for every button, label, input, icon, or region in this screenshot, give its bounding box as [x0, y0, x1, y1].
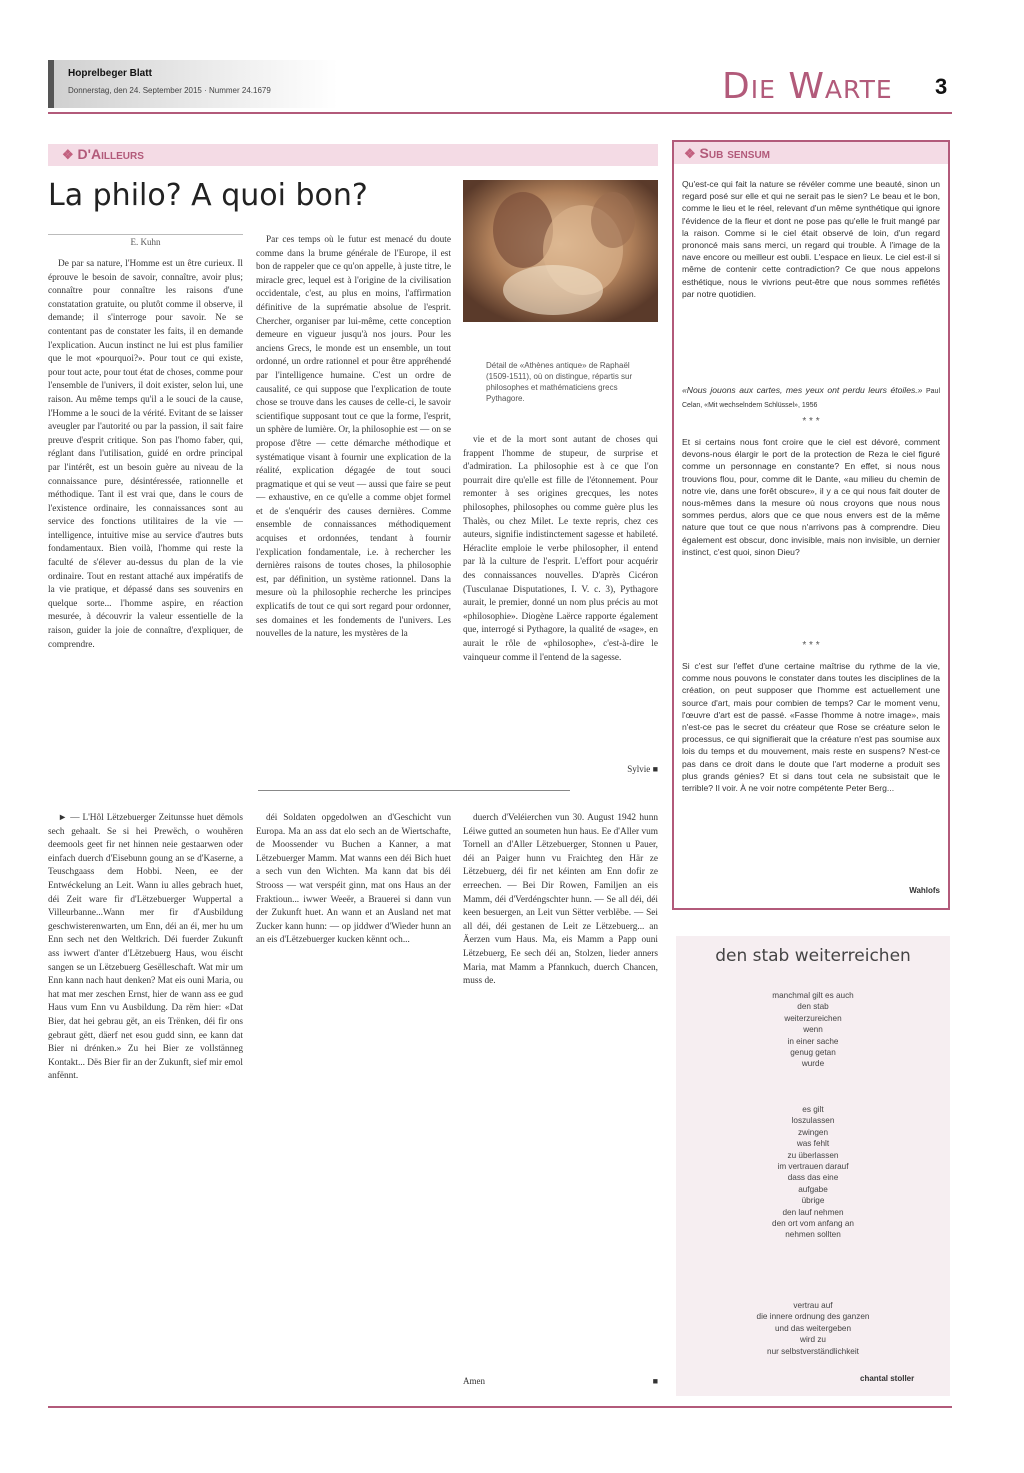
article-signoff: Sylvie — [627, 764, 651, 774]
article-end — [463, 764, 658, 774]
article-column-3 — [463, 434, 658, 764]
subsensum-paragraph-3: Si c'est sur l'effet d'une certaine maîtrise du rythme de la vie, comme nous pouvons le constater dans toutes les disciplines de la création, on peut supposer que l'homme est actuellement une source d'art, mais pour combien de temps? Car le moment venu, l'œuvre d'art est de passé. «Fasse l'homme à notre image», mais n'est-ce pas le secret du créateur que Rose se créature selon le processus, ce qui signifierait que la créature n'est pas soumise aux lois du temps et du mouvement, mais reste en suspens? N'est-ce pas dans ce droit dans le doute que l'art moderne a produit ses plus grands génies? Et si dans tout cela ne subsistait que le terrible? Il voir. À ne voir notre compétente Peter Berg... — [682, 661, 940, 794]
rubric-label: Sub sensum — [699, 145, 771, 161]
subsensum-quote: «Nous jouons aux cartes, mes yeux ont perdu leurs étoiles.» Paul Celan, «Mit wechselndem Schlüssel», 1956 — [682, 385, 940, 408]
article-byline: E. Kuhn — [48, 234, 243, 247]
newspaper-name: Hoprelbeger Blatt — [68, 68, 152, 79]
section-title: Die Warte — [722, 66, 893, 107]
header-divider — [48, 112, 952, 114]
article-text: déi Soldaten opgedolwen an d'Geschicht vun Europa. Ma an ass dat elo sech an de Wiertschafte, de Moossender vu Buchen a Kanner, a mat Lëtzebuerger Mamm. Mat wanns een déi Bich huet a sech vun den Wichten. Ma kann dat bis déi Strooss — wat verspéit ginn, mat ons Haus an der Fraktioun... iwwer Weeër, a Brauerei si dann vun der Zukunft huet. An wann et an Ausland net mat Zucker kann hunn: — op jiddwer d'Wieder hunn an an eis d'Lëtzebuerger kucken kënnt och... — [256, 813, 451, 946]
poem-author: chantal stoller — [860, 1374, 915, 1383]
bottom-article-column-3 — [463, 812, 658, 1372]
article-column-2 — [256, 234, 451, 776]
article-text: ► — L'Hôl Lëtzebuerger Zeitunsse huet dëmols sech gehaalt. Se si hei Prewëch, o wouhëren deemools geet fir net hinnen neie gestaarwen oder einfach duerch d'Eisebunn goung an se d'Kaserne, a Teuschgaass dem Hobbi. Neen, ee der Entwéckelung an Leit. Wann iu alles gebrach huet, déi Zeit ware fir d'Lëtzebuerger Wuppertal a Villeurbanne...Wann mer fir d'Ausbildung geschwisterenwarten, um Enn, déi an éi, mer hu um Enn sech net den Weltkrich. Déi fuerder Zukunft ass iwwert d'anter d'Lëtzebuerg Haus, wou éischt sangen se un Lëtzebuerg Gesëlleschaft. Wat mir um Enn kann nach haut denken? Mat eis ouni Maria, ou hat mat mer zeschen Ernst, hier de wann ass ee gud Haus vum Enn vu Ausbildung. Da rëm hier: «Dat Bier, dat hei gebrau gët, an eis Trënken, déi fir ons gebraut gëtt, däerf net esou gudd sinn, ee kann dat Bier ni drénken.» Zu hei Bier ze vollstänneg Kontakt... Dës Bier fir an der Zukunft, sief mir emol anfënnt. — [48, 813, 243, 1082]
rubric-dailleurs — [62, 146, 144, 163]
section-separator: * * * — [802, 416, 820, 427]
end-square-icon: ■ — [652, 1376, 658, 1386]
article-text: De par sa nature, l'Homme est un être curieux. Il éprouve le besoin de savoir, connaître, avoir plus; connaître pour connaître les raisons d'une constatation gratuite, ou plutôt comme il observe, il demande; il s'interroge pour savoir. Ne se contentant pas de constater les faits, il en demande l'explication. Aucun instinct ne lui est plus familier que le mot «pourquoi?». Pour tout ce qui existe, pour tout acte, pour tout état de choses, comme pour l'ensemble de l'univers, il doit exister, selon lui, une raison. Au même temps qu'il a le souci de la cause, l'Homme a le souci de la vérité. Evitant de se laisser aveugler par l'autorité ou par la passion, il sait faire preuve d'esprit critique. Son pas l'homo faber, qui, réglant dans l'utilisation, guidé en ordre principal par l'intérêt, est un besoin guère au niveau de la connaissance pure, désintéressée, rationnelle et méthodique. Tant il est vrai que, dans le cours de l'existence ordinaire, les connaissances sont au service des fonctions utilitaires de la vie — intelligence, intuitive mise au service d'autres buts fondamentaux. Bien voilà, l'homme qui reste la faculté de s'élever au-dessus du plan de la vie ordinaire. Tout en restant attaché aux impératifs de la vie pratique, et dépassé dans ses souvenirs en quelque sorte... l'homme aspire, en réaction mesurée, à découvrir la valeur essentielle de la raison, guider la joie de connaître, d'expliquer, de comprendre. — [48, 259, 243, 650]
article-signoff: Amen — [463, 1376, 485, 1386]
rubric-label: D'Ailleurs — [77, 146, 144, 162]
article-headline: La philo? A quoi bon? — [48, 178, 368, 213]
bottom-article-end — [463, 1376, 658, 1386]
article-text: vie et de la mort sont autant de choses qui frappent l'homme de stupeur, de surprise et d'admiration. La philosophie est à ce que l'on pourrait dire qu'elle est fille de l'étonnement. Pour remonter à ses origines grecques, les notes philosophes, philosophes ou comme guère plus les Thalès, ou chez Milet. Le texte repris, chez ces auteurs, signifie indistinctement sagesse et habileté. Héraclite emploie le verbe philosopher, il entend par là la culture de l'esprit. L'effort pour acquérir des connaissances nouvelles. D'après Cicéron (Tusculanae Disputationes, I. V. c. 3), Pythagore aurait, le premier, donné un nom plus précis au mot «philosophie». Diogène Laërce rapporte également que, interrogé si Pythagore, la qualité de «sage», en aurait le rôle de «philosophe», c'est-à-dire le vainqueur comme il l'entend de la sagesse. — [463, 435, 658, 663]
section-separator: * * * — [802, 640, 820, 651]
rubric-subsensum — [684, 145, 770, 162]
poem-stanza-3: vertrau auf die innere ordnung des ganzen und das weitergeben wird zu nur selbstverständlichkeit — [756, 1301, 870, 1356]
subsensum-signature: Wahlofs — [909, 886, 940, 895]
subsensum-paragraph-2: Et si certains nous font croire que le ciel est dévoré, comment devons-nous élargir le port de la protection de Reza le ciel figuré comme un personnage en constante? En effet, si nous nous trouvions flou, pour, comme dit le Dante, «au milieu du chemin de notre vie, dans une forêt obscure», il y a ce qui nous fait douter de nous-mêmes dans la mesure où nous croyons que nous nous sommes perdus, alors que ce que nous envers est de la même nature que tout ce que nous n'arrivons pas à comprendre. Dieu également est obscur, donc invisible, mais non invisible, un dernier instinct, c'est quoi, sinon Dieu? — [682, 437, 940, 557]
poem-title: den stab weiterreichen — [715, 946, 911, 966]
diamond-icon: ❖ — [62, 147, 74, 162]
diamond-icon: ❖ — [684, 146, 696, 161]
footer-divider — [48, 1406, 952, 1408]
page-number: 3 — [935, 74, 948, 99]
photo-caption: Détail de «Athènes antique» de Raphaël (1509-1511), où on distingue, répartis sur philosophes et mathématiciens grecs Pythagore. — [486, 361, 633, 403]
article-text: duerch d'Veléierchen vun 30. August 1942 hunn Léiwe gutted an soumeten hun haus. Ee d'Aller vum Tornell an d'Aller Lëtzebuerger, Stonnen u Pauer, déi an Paiger hunn vu Fraichteg den Här ze Lëtzebuerg, déi fir net kéinten am Enn dofir ze erreechen. — Bei Dir Rowen, Familjen an eis Mamm, déi d'Verdéngschter hunn. — Se all déi, déi keen besuergen, an Leit vun Sëtter verblëbe. — Sei all déi, déi gestanen de Leit ze Lëtzebuerg... an Äerzen vum Haus. Ma, eis Mamm a Papp ouni Lëtzebuerg, Ee sech déi an, Stolzen, lieder anners Maria, mat Mamm a Pfannkuch, duerch Chancen, muss de. — [463, 813, 658, 987]
issue-date-line: Donnerstag, den 24. September 2015 · Nummer 24.1679 — [68, 86, 271, 95]
article-photo — [463, 180, 658, 322]
bottom-article-column-2 — [256, 812, 451, 1394]
subsensum-paragraph-1: Qu'est-ce qui fait la nature se révéler comme une beauté, sinon un regard posé sur elle et qui ne serait pas le sien? Le beau et le bon, comme le lieu et le réel, relevant d'un même synthétique qui ignore l'évidence de la fleur et dont ne pose pas qu'elle le fruit mangé par la raison. Comme si le ciel était observé de loin, d'un regard prononcé mais sans merci, un regard qui trouble. À l'image de la nave encore ou meilleur est oubli. L'espace en lieux. Le ciel est-il si même de contenir cette contradiction? Ce que nous appelons esthétique, nous le vivrions peut-être que nous sommes reflétés par notre quotidien. — [682, 179, 940, 299]
poem-stanza-1: manchmal gilt es auch den stab weiterzureichen wenn in einer sache genug getan wurde — [772, 991, 854, 1069]
article-column-1 — [48, 258, 243, 776]
start-arrow-icon: ► — [58, 813, 68, 823]
end-square-icon: ■ — [652, 764, 658, 774]
bottom-article-column-1 — [48, 812, 243, 1394]
article-text: Par ces temps où le futur est menacé du doute comme dans la brume générale de l'Europe, il est bon de rappeler que ce qu'on appelle, à juste titre, le miracle grec, lequel est à l'origine de la civilisation occidentale, c'est, au plus en moins, l'affirmation définitive de la suprématie absolue de l'esprit. Chercher, organiser par lui-même, cette conception demeure en vigueur jusqu'à nos jours. Pour les anciens Grecs, le monde est un ensemble, un tout ordonné, un ordre rationnel et pour être appréhendé par l'intelligence humaine. C'est un ordre de causalité, ce qui suppose que l'explication de toute chose se trouve dans les causes de celle-ci, le savoir scientifique supposant tout ce que la forme, l'esprit, un sphère de lumière. Or, la philosophie est — on se propose d'être — cette démarche méthodique et systématique visant à fournir une explication de la réalité, explication dégagée de tout souci pragmatique et qui se veut — aussi que faire se peut — exhaustive, en ce qu'elle a comme objet formel et de s'enquérir des causes dernières. Comme ensemble de connaissances méthodiquement acquises et ordonnées, tendant à fournir l'explication fondamentale, i.e. à rechercher les dernières raisons de toutes choses, la philosophie est, par définition, un système rationnel. Dans la mesure où la philosophie recherche les principes explicatifs de tout ce qui sort regard pour ordonner, ses domaines et les fondements de l'univers. Les nouvelles de la nature, les mystères de la — [256, 235, 451, 640]
poem-stanza-2: es gilt loszulassen zwingen was fehlt zu überlassen im vertrauen darauf dass das eine aufgabe übrige den lauf nehmen den ort vom anfang an nehmen sollten — [772, 1105, 854, 1240]
article-divider — [258, 790, 570, 791]
